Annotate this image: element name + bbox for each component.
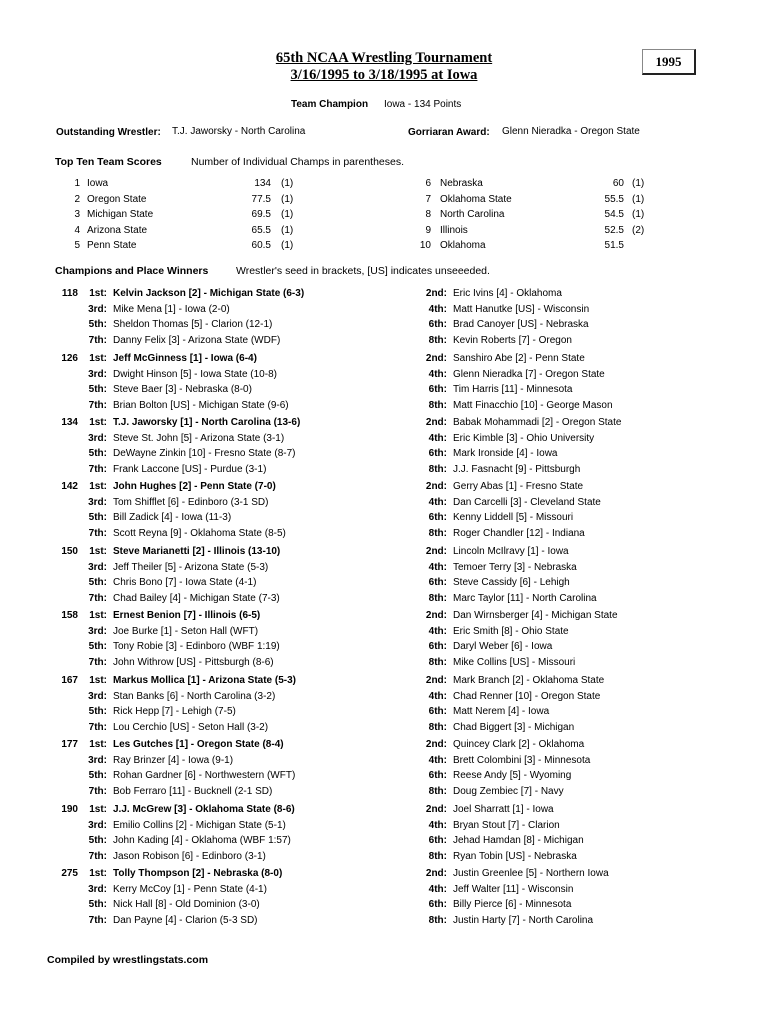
place-winner: Eric Kimble [3] - Ohio University [453,432,595,444]
place-label: 8th: [428,721,447,733]
team-champ-count: (1) [632,178,645,189]
place-label: 5th: [88,448,107,459]
outstanding-wrestler-label: Outstanding Wrestler: [56,127,161,138]
champions-note: Wrestler's seed in brackets, [US] indicates unseeeded. [236,265,490,277]
place-winner: Mike Collins [US] - Missouri [453,656,576,668]
place-winner: Lincoln McIlravy [1] - Iowa [453,546,569,557]
place-winner: Dan Carcelli [3] - Cleveland State [453,496,601,508]
place-label: 7th: [88,914,107,926]
place-row [0,899,768,913]
place-winner: Brian Bolton [US] - Michigan State (9-6) [113,399,289,411]
place-winner: J.J. McGrew [3] - Oklahoma State (8-6) [113,804,295,815]
place-row [0,610,768,624]
weight-class: 177 [61,739,78,750]
team-score-row [0,240,768,254]
place-label: 4th: [428,561,447,573]
place-winner: Frank Laccone [US] - Purdue (3-1) [113,463,267,475]
footer-credit: Compiled by wrestlingstats.com [47,954,209,966]
place-label: 1st: [89,610,107,621]
weight-class: 275 [61,868,78,879]
place-winner: Mark Branch [2] - Oklahoma State [453,675,605,686]
place-row [0,868,768,882]
place-label: 6th: [428,641,447,652]
team-name: Oregon State [87,193,147,205]
place-winner: Matt Hanutke [US] - Wisconsin [453,303,590,315]
place-label: 3rd: [88,368,107,380]
place-row [0,497,768,511]
place-winner: Steve Marianetti [2] - Illinois (13-10) [113,546,281,557]
place-label: 7th: [88,850,107,862]
place-row [0,786,768,800]
team-rank: 9 [425,224,431,236]
place-row [0,657,768,671]
team-rank: 6 [425,178,431,189]
place-row [0,641,768,655]
team-champ-count: (2) [632,224,645,236]
place-row [0,739,768,753]
place-row [0,369,768,383]
place-row [0,546,768,560]
place-label: 4th: [428,432,447,444]
place-winner: Tolly Thompson [2] - Nebraska (8-0) [113,868,283,879]
place-winner: Rohan Gardner [6] - Northwestern (WFT) [113,770,296,781]
place-label: 6th: [428,706,447,717]
place-label: 7th: [88,334,107,346]
place-winner: Justin Greenlee [5] - Northern Iowa [453,868,609,879]
place-label: 3rd: [88,690,107,702]
place-winner: Steve Baer [3] - Nebraska (8-0) [113,384,252,395]
place-row [0,481,768,495]
place-label: 5th: [88,319,107,330]
place-label: 2nd: [425,546,447,557]
place-row [0,755,768,769]
place-label: 4th: [428,303,447,315]
weight-class: 134 [61,417,78,428]
place-winner: John Withrow [US] - Pittsburgh (8-6) [113,656,274,668]
place-winner: Kenny Liddell [5] - Missouri [453,512,574,523]
place-winner: Reese Andy [5] - Wyoming [453,770,572,781]
team-score: 134 [254,178,271,189]
place-winner: Scott Reyna [9] - Oklahoma State (8-5) [113,527,286,539]
place-label: 7th: [88,527,107,539]
team-champ-count: (1) [281,193,294,205]
team-score: 51.5 [604,240,624,251]
top-ten-note: Number of Individual Champs in parentheses. [191,156,405,168]
place-row [0,770,768,784]
place-row [0,915,768,929]
place-label: 2nd: [425,610,447,621]
place-label: 4th: [428,690,447,702]
place-row [0,512,768,526]
place-label: 5th: [88,384,107,395]
place-row [0,820,768,834]
team-name: Iowa [87,178,109,189]
place-label: 4th: [428,819,447,831]
place-row [0,593,768,607]
place-label: 1st: [89,288,107,299]
place-winner: Eric Ivins [4] - Oklahoma [453,288,562,299]
team-champ-count: (1) [281,240,294,251]
place-label: 7th: [88,463,107,475]
team-score-row [0,194,768,208]
team-score: 69.5 [251,209,271,220]
team-score-row [0,225,768,239]
team-score: 65.5 [251,224,271,236]
team-champion-label: Team Champion [291,99,369,110]
place-label: 8th: [428,527,447,539]
place-label: 4th: [428,625,447,637]
place-label: 6th: [428,448,447,459]
place-row [0,448,768,462]
place-winner: Matt Finacchio [10] - George Mason [453,399,613,411]
place-label: 4th: [428,496,447,508]
place-label: 2nd: [425,288,447,299]
place-label: 8th: [428,592,447,604]
team-name: Oklahoma [440,240,486,251]
place-winner: J.J. Fasnacht [9] - Pittsburgh [453,463,581,475]
place-row [0,884,768,898]
place-winner: Daryl Weber [6] - Iowa [453,641,553,652]
place-row [0,691,768,705]
year-box: 1995 [642,49,696,75]
place-winner: Markus Mollica [1] - Arizona State (5-3) [113,675,296,686]
team-rank: 2 [74,193,80,205]
place-winner: Ernest Benion [7] - Illinois (6-5) [113,610,261,621]
place-label: 2nd: [425,353,447,364]
place-winner: Justin Harty [7] - North Carolina [453,914,594,926]
place-label: 3rd: [88,819,107,831]
place-label: 2nd: [425,739,447,750]
place-label: 1st: [89,417,107,428]
place-label: 8th: [428,334,447,346]
place-label: 6th: [428,770,447,781]
place-winner: Jeff McGinness [1] - Iowa (6-4) [113,353,257,364]
place-label: 5th: [88,512,107,523]
place-label: 3rd: [88,625,107,637]
place-label: 6th: [428,384,447,395]
place-label: 5th: [88,770,107,781]
place-label: 8th: [428,656,447,668]
place-winner: Chris Bono [7] - Iowa State (4-1) [113,577,257,588]
place-row [0,562,768,576]
place-winner: Lou Cerchio [US] - Seton Hall (3-2) [113,721,269,733]
place-row [0,433,768,447]
place-label: 6th: [428,577,447,588]
place-winner: Chad Bailey [4] - Michigan State (7-3) [113,592,280,604]
place-winner: Joe Burke [1] - Seton Hall (WFT) [113,625,259,637]
place-winner: Kerry McCoy [1] - Penn State (4-1) [113,883,267,895]
place-row [0,384,768,398]
gorriaran-award-value: Glenn Nieradka - Oregon State [502,126,640,137]
place-winner: Sheldon Thomas [5] - Clarion (12-1) [113,319,273,330]
place-row [0,804,768,818]
place-label: 8th: [428,914,447,926]
weight-class: 167 [61,675,78,686]
place-row [0,304,768,318]
place-row [0,353,768,367]
team-score-row [0,178,768,192]
place-winner: Tim Harris [11] - Minnesota [453,384,573,395]
place-label: 3rd: [88,496,107,508]
team-score: 60 [612,178,624,189]
place-winner: Dan Payne [4] - Clarion (5-3 SD) [113,914,258,926]
place-row [0,851,768,865]
place-label: 6th: [428,835,447,846]
place-row [0,528,768,542]
place-label: 5th: [88,835,107,846]
place-row [0,722,768,736]
place-winner: John Kading [4] - Oklahoma (WBF 1:57) [113,835,291,846]
place-label: 8th: [428,463,447,475]
team-champ-count: (1) [632,209,645,220]
place-winner: Chad Renner [10] - Oregon State [453,690,601,702]
place-winner: Bill Zadick [4] - Iowa (11-3) [113,512,232,523]
team-champion-value: Iowa - 134 Points [384,99,462,110]
tournament-dates: 3/16/1995 to 3/18/1995 at Iowa [290,67,478,83]
place-winner: Steve St. John [5] - Arizona State (3-1) [113,432,285,444]
place-winner: Steve Cassidy [6] - Lehigh [453,577,570,588]
place-winner: Brett Colombini [3] - Minnesota [453,754,591,766]
place-row [0,335,768,349]
place-winner: Doug Zembiec [7] - Navy [453,785,564,797]
team-rank: 5 [74,240,80,251]
gorriaran-award-label: Gorriaran Award: [408,127,490,138]
place-label: 2nd: [425,675,447,686]
place-winner: Jehad Hamdan [8] - Michigan [453,835,584,846]
place-winner: Gerry Abas [1] - Fresno State [453,481,584,492]
place-winner: Babak Mohammadi [2] - Oregon State [453,417,622,428]
place-label: 4th: [428,754,447,766]
place-label: 1st: [89,675,107,686]
team-score-row [0,209,768,223]
weight-class: 142 [61,481,78,492]
place-row [0,675,768,689]
place-winner: Tom Shifflet [6] - Edinboro (3-1 SD) [113,496,269,508]
place-label: 1st: [89,739,107,750]
place-winner: Ray Brinzer [4] - Iowa (9-1) [113,754,234,766]
team-score: 55.5 [604,193,624,205]
place-label: 8th: [428,785,447,797]
place-label: 2nd: [425,868,447,879]
place-winner: Quincey Clark [2] - Oklahoma [453,739,585,750]
place-label: 3rd: [88,754,107,766]
place-row [0,706,768,720]
team-score: 60.5 [251,240,271,251]
tournament-title: 65th NCAA Wrestling Tournament [275,50,493,66]
place-label: 2nd: [425,804,447,815]
place-winner: Rick Hepp [7] - Lehigh (7-5) [113,706,236,717]
place-label: 3rd: [88,883,107,895]
team-champ-count: (1) [281,209,294,220]
place-winner: DeWayne Zinkin [10] - Fresno State (8-7) [113,448,296,459]
place-label: 7th: [88,721,107,733]
place-row [0,835,768,849]
place-label: 4th: [428,883,447,895]
place-label: 7th: [88,785,107,797]
place-winner: Jason Robison [6] - Edinboro (3-1) [113,850,266,862]
weight-class: 150 [61,546,78,557]
place-winner: Chad Biggert [3] - Michigan [453,721,575,733]
place-winner: Temoer Terry [3] - Nebraska [453,561,577,573]
place-winner: Glenn Nieradka [7] - Oregon State [453,368,605,380]
place-label: 1st: [89,868,107,879]
place-winner: Danny Felix [3] - Arizona State (WDF) [113,334,281,346]
place-winner: Bob Ferraro [11] - Bucknell (2-1 SD) [113,785,273,797]
team-name: Penn State [87,240,137,251]
place-label: 5th: [88,641,107,652]
place-winner: Stan Banks [6] - North Carolina (3-2) [113,690,276,702]
place-winner: Ryan Tobin [US] - Nebraska [453,850,577,862]
place-label: 7th: [88,592,107,604]
place-winner: T.J. Jaworsky [1] - North Carolina (13-6) [113,417,301,428]
place-winner: Matt Nerem [4] - Iowa [453,706,550,717]
weight-class: 190 [61,804,78,815]
team-champ-count: (1) [632,193,645,205]
place-label: 2nd: [425,481,447,492]
team-rank: 1 [74,178,80,189]
team-name: Michigan State [87,209,154,220]
place-winner: Bryan Stout [7] - Clarion [453,819,560,831]
place-winner: Marc Taylor [11] - North Carolina [453,592,597,604]
place-label: 5th: [88,577,107,588]
outstanding-wrestler-value: T.J. Jaworsky - North Carolina [172,126,306,137]
place-row [0,400,768,414]
team-rank: 4 [74,224,80,236]
place-label: 3rd: [88,303,107,315]
team-name: Illinois [440,224,468,236]
place-label: 2nd: [425,417,447,428]
team-champ-count: (1) [281,224,294,236]
place-label: 5th: [88,899,107,910]
team-rank: 3 [74,209,80,220]
place-label: 1st: [89,481,107,492]
team-score: 52.5 [604,224,624,236]
weight-class: 158 [61,610,78,621]
place-label: 8th: [428,399,447,411]
place-row [0,464,768,478]
team-name: North Carolina [440,209,505,220]
place-label: 1st: [89,804,107,815]
place-winner: Mark Ironside [4] - Iowa [453,448,558,459]
team-score: 54.5 [604,209,624,220]
team-rank: 10 [419,240,431,251]
place-label: 6th: [428,512,447,523]
place-label: 3rd: [88,561,107,573]
place-winner: Joel Sharratt [1] - Iowa [453,804,554,815]
place-label: 5th: [88,706,107,717]
place-label: 7th: [88,656,107,668]
place-winner: Emilio Collins [2] - Michigan State (5-1) [113,819,286,831]
place-label: 1st: [89,353,107,364]
place-winner: Jeff Walter [11] - Wisconsin [453,883,574,895]
place-winner: Roger Chandler [12] - Indiana [453,527,585,539]
weight-class: 118 [61,288,78,299]
team-name: Nebraska [440,178,483,189]
place-winner: John Hughes [2] - Penn State (7-0) [113,481,276,492]
place-row [0,319,768,333]
team-champ-count: (1) [281,178,294,189]
place-label: 6th: [428,899,447,910]
place-winner: Billy Pierce [6] - Minnesota [453,899,572,910]
place-label: 4th: [428,368,447,380]
team-name: Oklahoma State [440,193,512,205]
place-row [0,288,768,302]
place-winner: Mike Mena [1] - Iowa (2-0) [113,303,230,315]
place-label: 8th: [428,850,447,862]
place-winner: Brad Canoyer [US] - Nebraska [453,319,589,330]
place-label: 6th: [428,319,447,330]
place-row [0,577,768,591]
place-row [0,626,768,640]
place-winner: Kevin Roberts [7] - Oregon [453,334,572,346]
place-row [0,417,768,431]
place-winner: Nick Hall [8] - Old Dominion (3-0) [113,899,260,910]
weight-class: 126 [61,353,78,364]
place-label: 3rd: [88,432,107,444]
place-winner: Tony Robie [3] - Edinboro (WBF 1:19) [113,641,280,652]
place-winner: Les Gutches [1] - Oregon State (8-4) [113,739,284,750]
team-rank: 7 [425,193,431,205]
champions-heading: Champions and Place Winners [55,265,209,277]
place-winner: Dan Wirnsberger [4] - Michigan State [453,610,618,621]
place-winner: Jeff Theiler [5] - Arizona State (5-3) [113,561,269,573]
place-label: 1st: [89,546,107,557]
team-score: 77.5 [251,193,271,205]
place-winner: Sanshiro Abe [2] - Penn State [453,353,585,364]
team-rank: 8 [425,209,431,220]
place-label: 7th: [88,399,107,411]
top-ten-heading: Top Ten Team Scores [55,156,162,168]
place-winner: Eric Smith [8] - Ohio State [453,625,569,637]
team-name: Arizona State [87,224,148,236]
place-winner: Dwight Hinson [5] - Iowa State (10-8) [113,368,277,380]
place-winner: Kelvin Jackson [2] - Michigan State (6-3) [113,288,305,299]
